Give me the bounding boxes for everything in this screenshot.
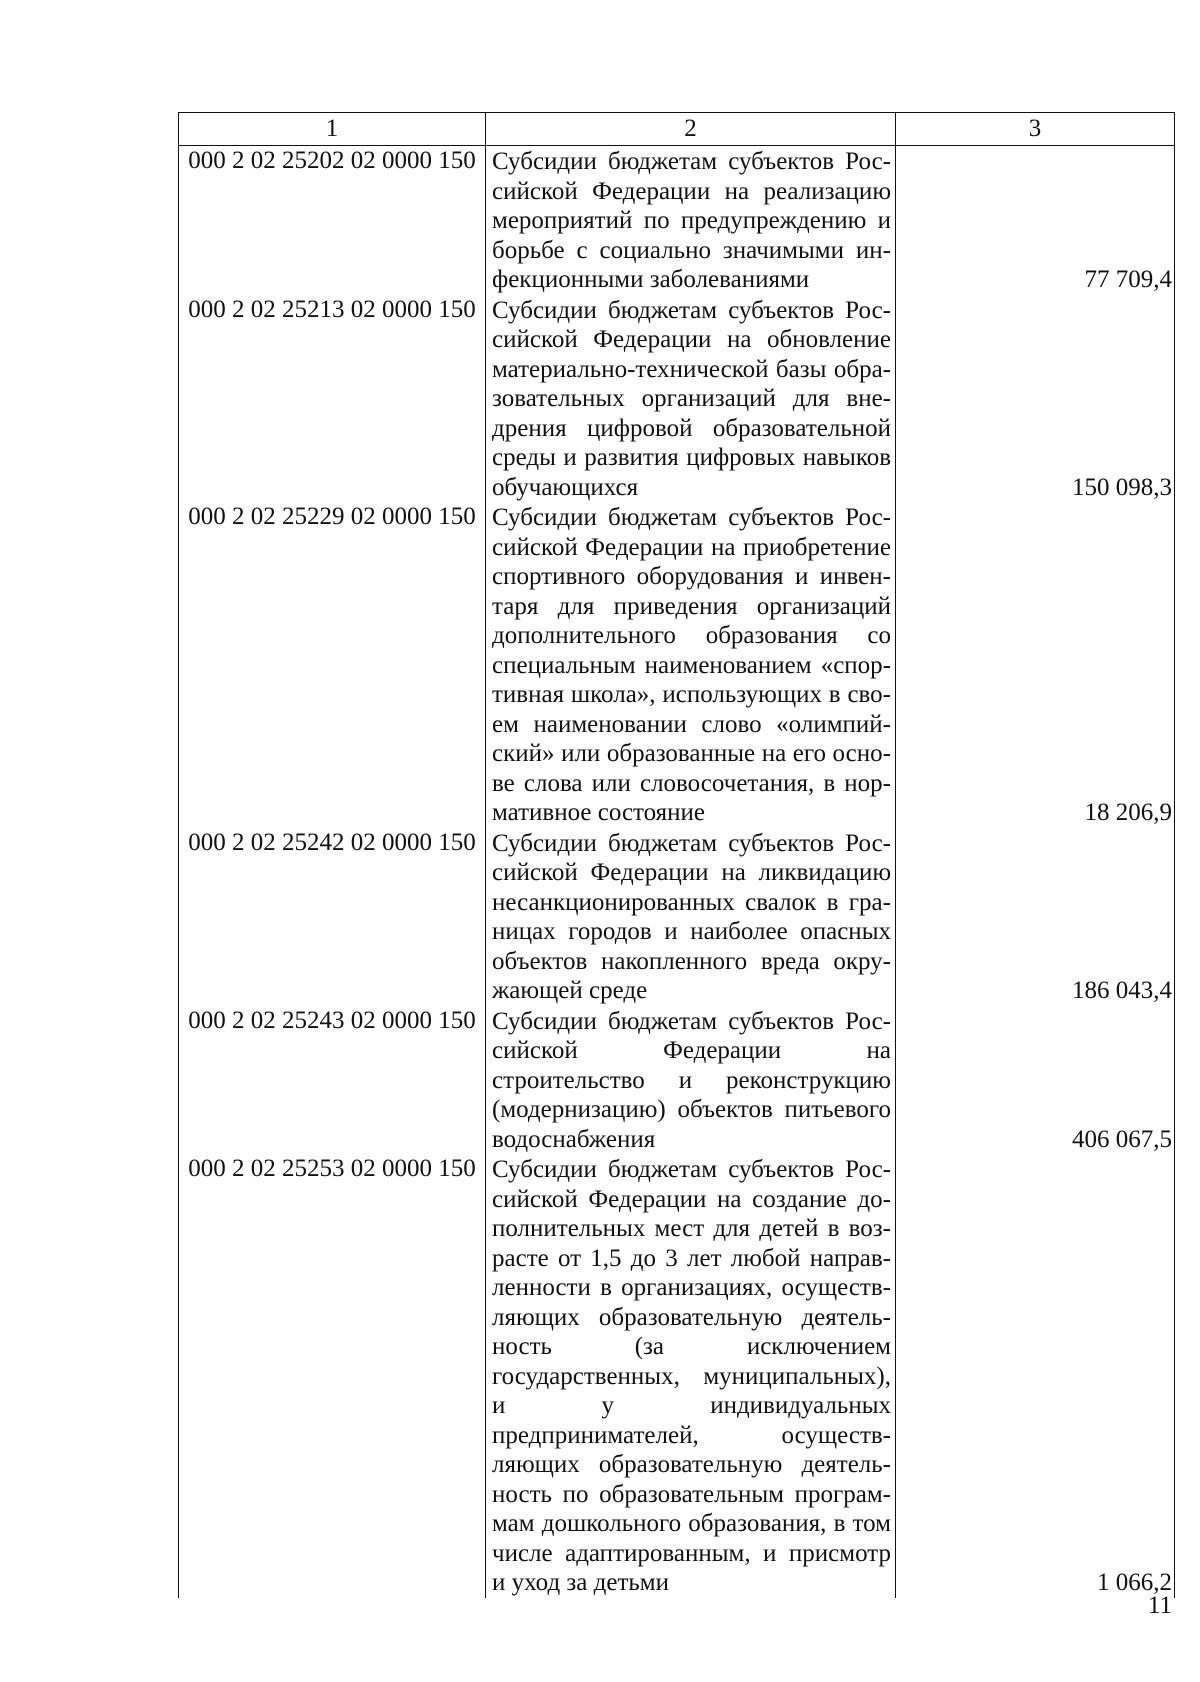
column-header-3: 3 [896, 113, 1175, 146]
amount: 77 709,4 [896, 146, 1175, 295]
subsidy-description: Субсидии бюджетам субъектов Российской Федерации на ликвидацию несанкционированных свалок в границах городов и наиболее опасных объектов накопленного вреда окружающей среде [486, 828, 896, 1006]
subsidy-description: Субсидии бюджетам субъектов Российской Федерации на приобретение спортивного оборудования и инвентаря для приведения организаций дополнительного образования со специальным наименованием «спортивная школа», использующих в своем наименовании слово «олимпийский» или образованные на его основе слова или словосочетания, в нормативное состояние [486, 502, 896, 828]
table-row [179, 146, 1175, 295]
subsidy-description: Субсидии бюджетам субъектов Российской Федерации на обновление материально-технической базы образовательных организаций для внедрения цифровой образовательной среды и развития цифровых навыков обучающихся [486, 295, 896, 503]
table-row [179, 1006, 1175, 1155]
amount: 150 098,3 [896, 295, 1175, 503]
subsidy-description: Субсидии бюджетам субъектов Российской Федерации на создание дополнительных мест для детей в возрасте от 1,5 до 3 лет любой направленности в организациях, осуществляющих образовательную деятельность (за исключением государственных, муниципальных), и у индивидуальных предпринимателей, осуществляющих образовательную деятельность по образовательным программам дошкольного образования, в том числе адаптированным, и присмотр и уход за детьми [486, 1154, 896, 1598]
budget-code: 000 2 02 25202 02 0000 150 [179, 146, 486, 295]
budget-code: 000 2 02 25253 02 0000 150 [179, 1154, 486, 1598]
budget-code: 000 2 02 25243 02 0000 150 [179, 1006, 486, 1155]
amount: 406 067,5 [896, 1006, 1175, 1155]
table-row [179, 1154, 1175, 1598]
budget-code: 000 2 02 25213 02 0000 150 [179, 295, 486, 503]
budget-code: 000 2 02 25229 02 0000 150 [179, 502, 486, 828]
header-row [179, 113, 1175, 146]
column-header-2: 2 [486, 113, 896, 146]
amount: 186 043,4 [896, 828, 1175, 1006]
amount: 1 066,2 [896, 1154, 1175, 1598]
table-row [179, 502, 1175, 828]
budget-code: 000 2 02 25242 02 0000 150 [179, 828, 486, 1006]
subsidy-description: Субсидии бюджетам субъектов Российской Федерации на реализацию мероприятий по предупреждению и борьбе с социально значимыми инфекционными заболеваниями [486, 146, 896, 295]
budget-table [178, 112, 1175, 1598]
column-header-1: 1 [179, 113, 486, 146]
amount: 18 206,9 [896, 502, 1175, 828]
table-row [179, 295, 1175, 503]
table-row [179, 828, 1175, 1006]
subsidy-description: Субсидии бюджетам субъектов Российской Федерации на строительство и реконструкцию (модернизацию) объектов питьевого водоснабжения [486, 1006, 896, 1155]
page-number: 11 [1147, 1592, 1172, 1619]
